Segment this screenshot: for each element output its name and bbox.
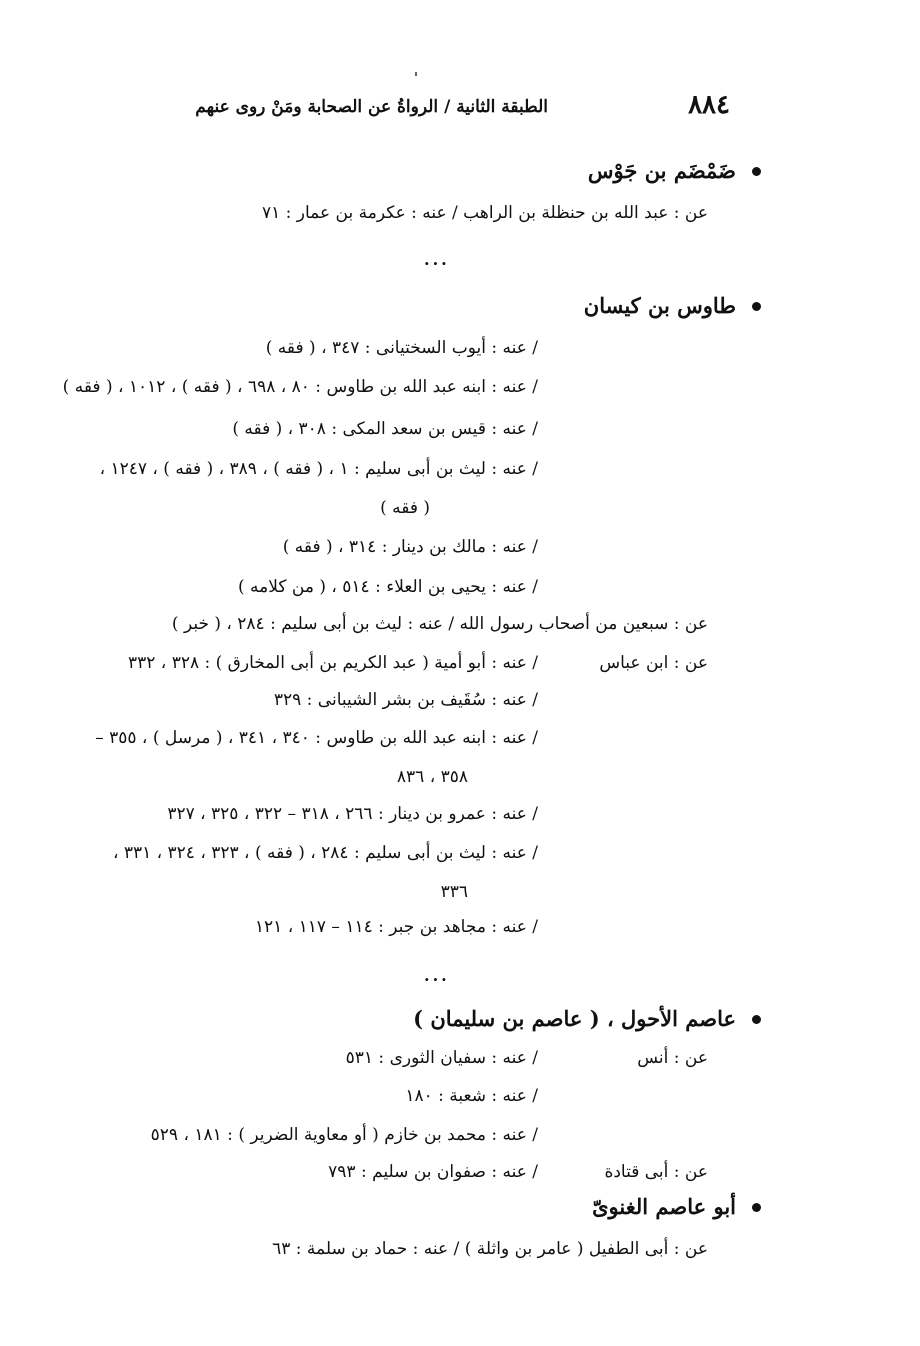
scan-mark (415, 72, 417, 76)
entry-line: / عنه : أيوب السختيانى : ٣٤٧ ، ( فقه ) (265, 338, 538, 358)
entry-line: ٣٥٨ ، ٨٣٦ (396, 767, 468, 787)
entry-line: عن : ابن عباس (599, 653, 708, 673)
bullet-icon (752, 1203, 761, 1212)
bullet-icon (752, 167, 761, 176)
entry-line: / عنه : ابنه عبد الله بن طاوس : ٨٠ ، ٦٩٨ ، ( فقه ) ، ١٠١٢ ، ( فقه ) (62, 377, 538, 397)
entry-line: / عنه : سُقَيف بن بشر الشيبانى : ٣٢٩ (273, 690, 538, 710)
section-separator: ... (424, 966, 450, 985)
entry-line: / عنه : محمد بن خازم ( أو معاوية الضرير ) : ١٨١ ، ٥٢٩ (150, 1125, 538, 1145)
entry-line: / عنه : قيس بن سعد المكى : ٣٠٨ ، ( فقه ) (232, 419, 538, 439)
entry-line: عن : أنس (637, 1048, 708, 1068)
entry-line: عن : عبد الله بن حنظلة بن الراهب / عنه : عكرمة بن عمار : ٧١ (261, 203, 708, 223)
entry-name: عاصم الأحول ، ( عاصم بن سليمان ) (413, 1006, 736, 1031)
entry-line: / عنه : ابنه عبد الله بن طاوس : ٣٤٠ ، ٣٤١ ، ( مرسل ) ، ٣٥٥ – (95, 728, 538, 748)
entry-line: / عنه : أبو أمية ( عبد الكريم بن أبى المخارق ) : ٣٢٨ ، ٣٣٢ (128, 653, 538, 673)
entry-line: / عنه : ليث بن أبى سليم : ١ ، ( فقه ) ، ٣٨٩ ، ( فقه ) ، ١٢٤٧ ، (99, 459, 538, 479)
entry-line: / عنه : مالك بن دينار : ٣١٤ ، ( فقه ) (282, 537, 538, 557)
section-separator: ... (424, 250, 450, 269)
entry-line: عن : أبى الطفيل ( عامر بن واثلة ) / عنه : حماد بن سلمة : ٦٣ (272, 1239, 708, 1259)
entry-name: ضَمْضَم بن جَوْس (587, 158, 736, 183)
entry-line: ( فقه ) (380, 498, 430, 518)
entry-line: / عنه : سفيان الثورى : ٥٣١ (345, 1048, 538, 1068)
entry-line: ٣٣٦ (440, 882, 468, 902)
entry-line: / عنه : صفوان بن سليم : ٧٩٣ (328, 1162, 538, 1182)
entry-line: عن : أبى قتادة (604, 1162, 708, 1182)
entry-line: / عنه : شعبة : ١٨٠ (405, 1086, 538, 1106)
running-title: الطبقة الثانية / الرواةُ عن الصحابة ومَنْ روى عنهم (195, 97, 548, 117)
entry-line: عن : سبعين من أصحاب رسول الله / عنه : ليث بن أبى سليم : ٢٨٤ ، ( خبر ) (171, 614, 708, 634)
entry-line: / عنه : مجاهد بن جبر : ١١٤ – ١١٧ ، ١٢١ (254, 917, 538, 937)
entry-line: / عنه : ليث بن أبى سليم : ٢٨٤ ، ( فقه ) ، ٣٢٣ ، ٣٢٤ ، ٣٣١ ، (112, 843, 538, 863)
entry-name: طاوس بن كيسان (583, 293, 736, 318)
entry-name: أبو عاصم الغنوىّ (592, 1194, 736, 1219)
page-number: ٨٨٤ (688, 90, 730, 120)
bullet-icon (752, 1015, 761, 1024)
bullet-icon (752, 302, 761, 311)
entry-line: / عنه : عمرو بن دينار : ٢٦٦ ، ٣١٨ – ٣٢٢ ، ٣٢٥ ، ٣٢٧ (167, 804, 538, 824)
entry-line: / عنه : يحيى بن العلاء : ٥١٤ ، ( من كلامه ) (237, 577, 538, 597)
